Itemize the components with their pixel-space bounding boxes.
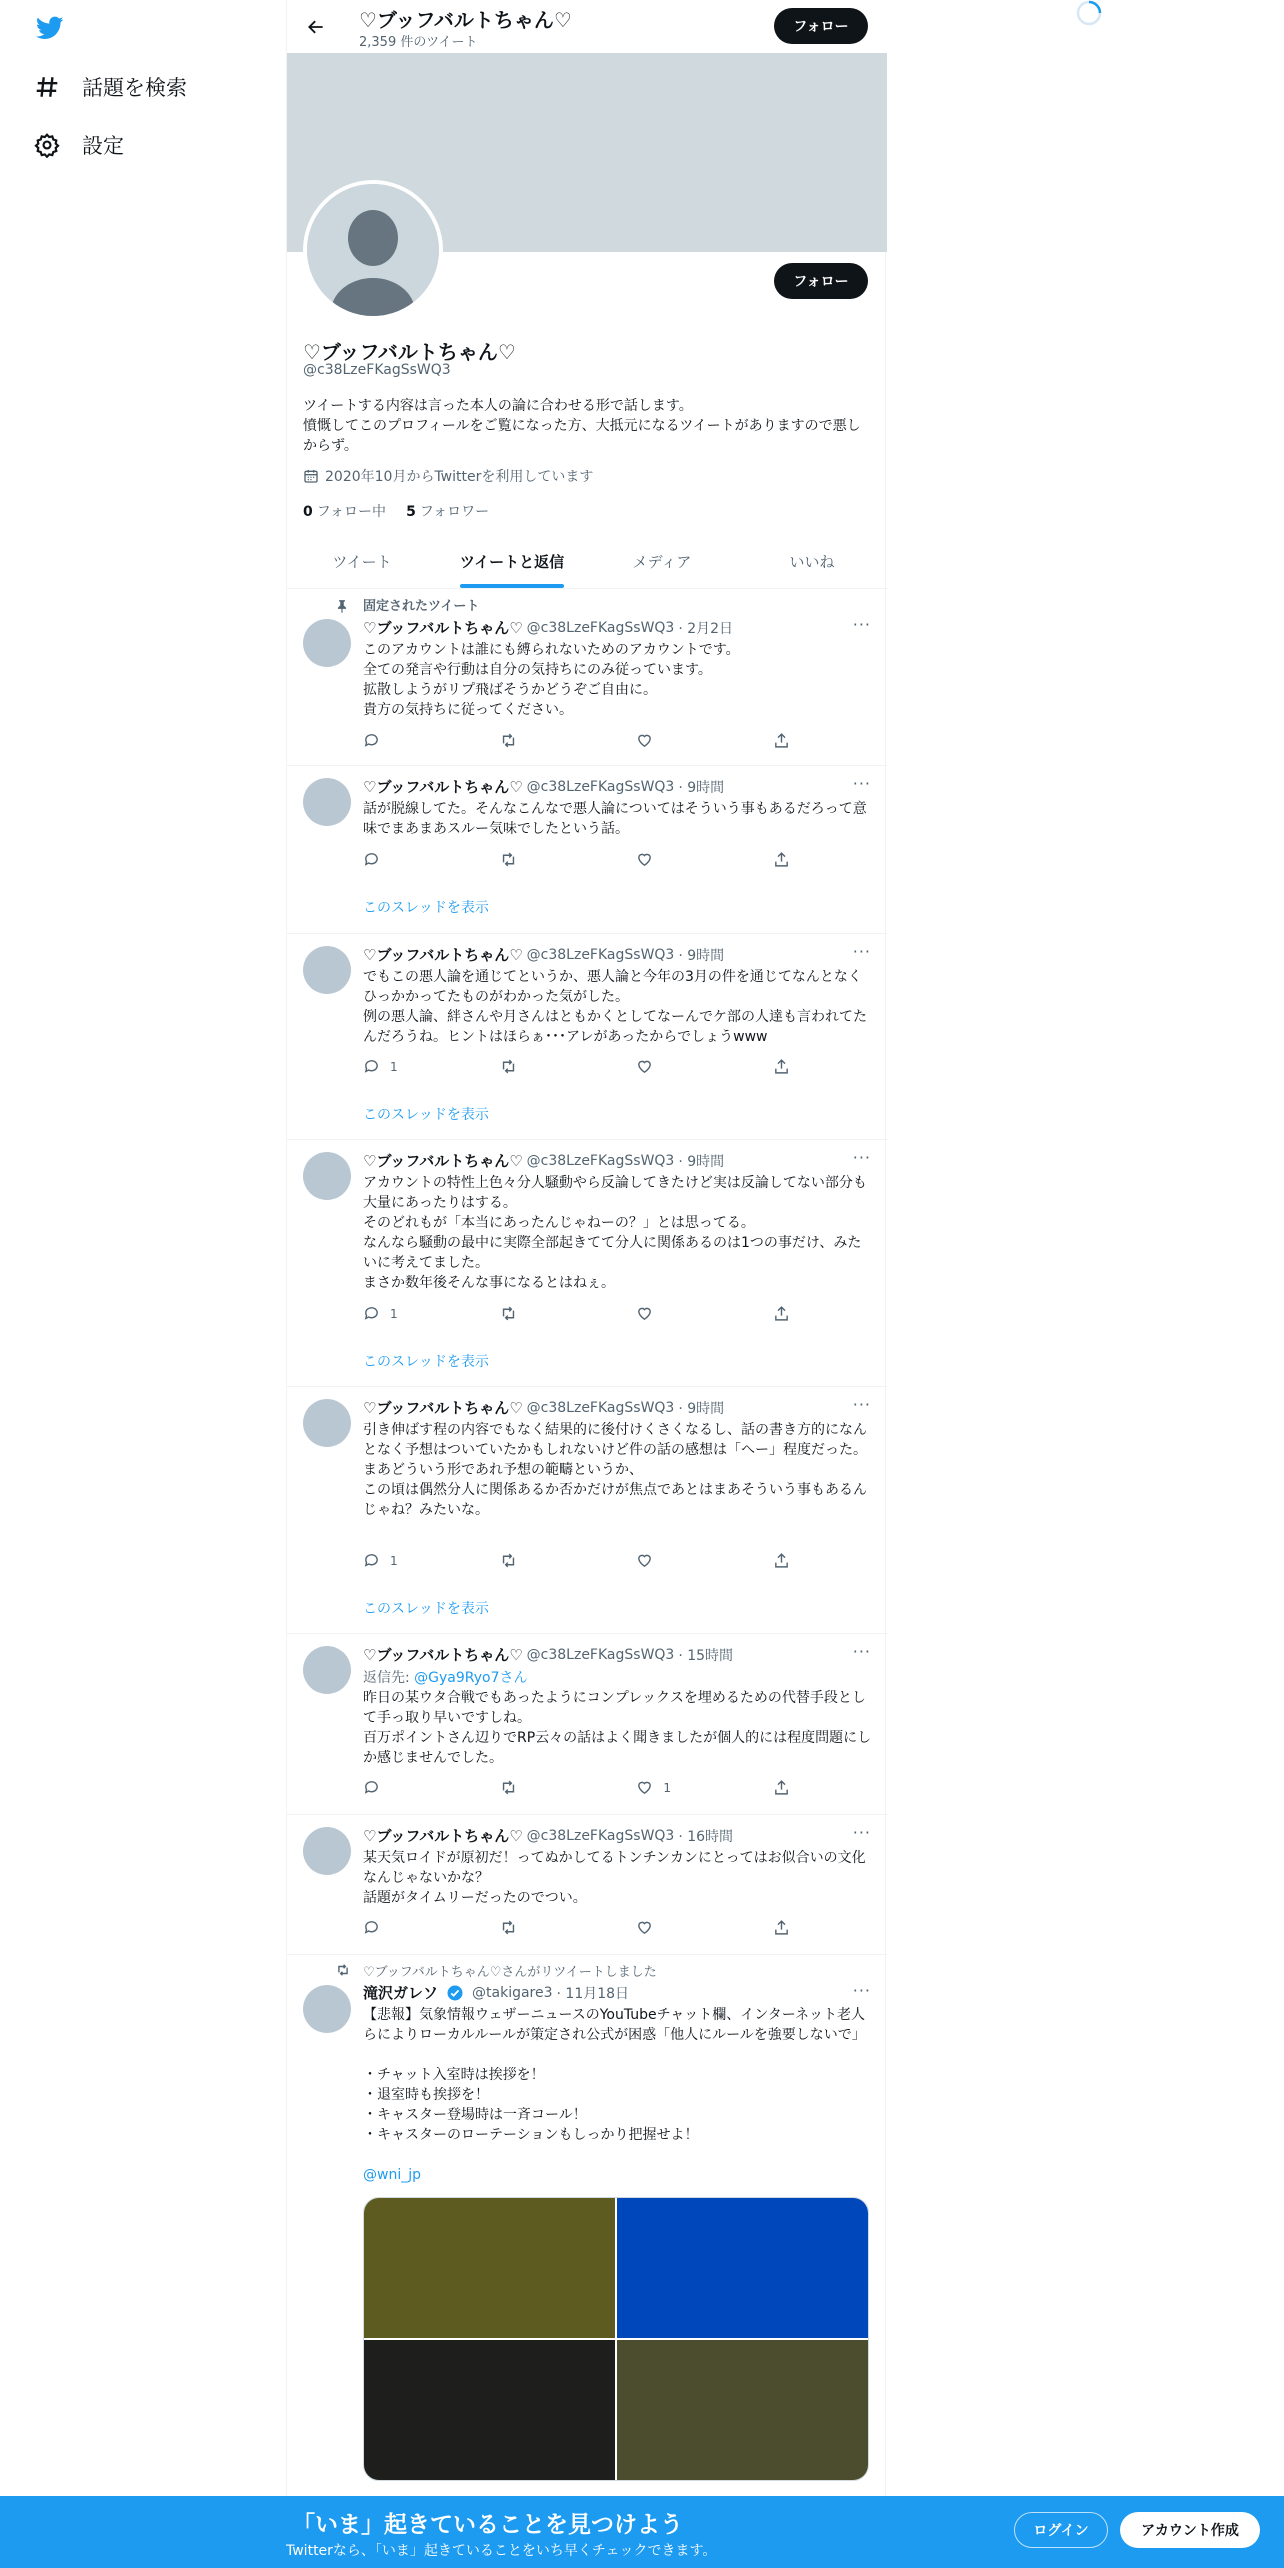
more-options-icon[interactable]: ··· [852,942,871,961]
followers-label: フォロワー [419,504,490,520]
retweet-icon [500,1058,517,1075]
retweet-button[interactable] [500,1919,590,1936]
share-icon [773,1919,790,1936]
tweet-text: 昨日の某ウタ合戦でもあったようにコンプレックスを埋めるための代替手段として手っ取り早いですしね。 百万ポイントさん辺りでRP云々の話はよく聞きましたが個人的には程度問題にしか感じませんでした。 [363,1690,872,1766]
more-options-icon[interactable]: ··· [852,1148,871,1167]
tweet-header [363,617,733,638]
profile-header-bar [287,0,887,53]
tweet-text: 【悲報】気象情報ウェザーニュースのYouTubeチャット欄、インターネット老人らによりローカルルールが策定され公式が困惑「他人にルールを強要しないで」 ・チャット入室時は挨拶を！ ・退室時も挨拶を！ ・キャスター登場時は一斉コール！ ・キャスターのローテーションもしっかり把握せよ！ [363,2007,866,2143]
heart-icon [636,1305,653,1322]
followers-link[interactable] [406,501,489,521]
tweet-time[interactable]: · 2月2日 [678,620,734,637]
like-button[interactable] [636,1919,726,1936]
more-options-icon[interactable]: ··· [852,1823,871,1842]
reply-button[interactable] [363,1552,453,1569]
tweet-time[interactable]: · 9時間 [678,1153,725,1170]
author-name[interactable]: ♡ブッフバルトちゃん♡ [363,1646,523,1664]
reply-icon [363,851,380,868]
share-icon [773,1305,790,1322]
retweet-icon [500,1305,517,1322]
tweet-time[interactable]: · 11月18日 [556,1985,630,2002]
avatar[interactable] [303,1985,351,2033]
tweet-header [363,1150,724,1171]
heart-icon [636,851,653,868]
tweet[interactable] [287,1387,887,1634]
retweet-icon [500,1779,517,1796]
tweet[interactable] [287,1815,887,1955]
profile-follow-button[interactable]: フォロー [774,263,868,299]
tweet-actions [363,1552,793,1569]
author-handle[interactable]: @c38LzeFKagSsWQ3 [526,1646,675,1663]
retweet-icon [500,1552,517,1569]
reply-count: 1 [390,1059,398,1074]
like-button[interactable] [636,1058,726,1075]
hashtag-icon [34,74,60,100]
nav-settings[interactable] [34,130,124,160]
profile-joined-text: 2020年10月からTwitterを利用しています [325,469,594,485]
avatar[interactable] [303,1399,351,1447]
header-follow-button[interactable]: フォロー [774,8,868,44]
nav-settings-label: 設定 [82,134,124,158]
tab-tweets-and-replies[interactable]: ツイートと返信 [437,536,587,588]
tweet-retweeted[interactable] [287,1955,887,2496]
retweet-icon [500,1919,517,1936]
tweet-actions [363,1058,793,1075]
author-name[interactable]: 滝沢ガレソ [363,1984,439,2002]
profile-avatar[interactable] [303,180,443,320]
heart-icon [636,1058,653,1075]
reply-button[interactable] [363,1305,453,1322]
tweet-text: でもこの悪人論を通じてというか、悪人論と今年の3月の件を通じてなんとなくひっかかってたものがわかった気がした。 例の悪人論、絆さんや月さんはともかくとしてなーんでケ部の人達も言われてたんだろうね。ヒントはほらぁ･･･アレがあったからでしょうwww [363,969,867,1045]
reply-button[interactable] [363,851,453,868]
tweet-actions [363,1779,793,1796]
reply-button[interactable] [363,1919,453,1936]
more-options-icon[interactable]: ··· [852,1642,871,1661]
header-tweet-count: 2,359 件のツイート [359,35,478,50]
signup-button[interactable]: アカウント作成 [1120,2512,1260,2548]
reply-button[interactable] [363,732,453,749]
tweet-text: 話が脱線してた。そんなこんなで悪人論についてはそういう事もあるだろって意味でまあまあスルー気味でしたという話。 [363,801,867,837]
like-button[interactable] [636,1779,726,1796]
show-thread-link[interactable]: このスレッドを表示 [363,1601,489,1617]
avatar[interactable] [303,1152,351,1200]
profile-column [286,0,886,2568]
reply-button[interactable] [363,1058,453,1075]
media-image-3[interactable] [364,2340,615,2480]
reply-icon [363,1779,380,1796]
back-button[interactable] [301,12,331,42]
reply-count: 1 [390,1553,398,1568]
show-thread-link[interactable]: このスレッドを表示 [363,900,489,916]
login-button[interactable]: ログイン [1014,2512,1108,2548]
avatar[interactable] [303,1646,351,1694]
profile-tabs [287,536,887,589]
author-handle[interactable]: @takigare3 [472,1984,553,2001]
tweet-header [363,1982,629,2003]
author-name[interactable]: ♡ブッフバルトちゃん♡ [363,1152,523,1170]
reply-count: 1 [390,1306,398,1321]
retweet-button[interactable] [500,1058,590,1075]
share-icon [773,732,790,749]
tweet-actions [363,732,793,749]
signup-banner-subtitle: Twitterなら、「いま」起きていることをいち早くチェックできます。 [286,2543,717,2559]
media-image-4[interactable] [617,2340,868,2480]
like-button[interactable] [636,1552,726,1569]
calendar-icon [303,468,319,484]
reply-to [363,1667,528,1687]
reply-icon [363,1058,380,1075]
media-image-1[interactable] [364,2198,615,2338]
default-avatar-icon [307,184,439,316]
following-count: 0 [303,504,313,520]
retweet-button[interactable] [500,851,590,868]
tab-likes[interactable]: いいね [789,553,835,571]
nav-explore-label: 話題を検索 [82,76,187,100]
retweeted-by-label[interactable]: ♡ブッフバルトちゃん♡さんがリツイートしました [363,1965,657,1980]
author-handle[interactable]: @c38LzeFKagSsWQ3 [526,1152,675,1169]
nav-explore[interactable] [34,72,187,102]
tweet-text: 引き伸ばす程の内容でもなく結果的に後付けくさくなるし、話の書き方的になんとなく予想はついていたかもしれないけど件の話の感想は「へー」程度だった。 まあどういう形であれ予想の範疇というか、 この頃は偶然分人に関係あるか否かだけが焦点であとはまあそういう事もあるんじゃね？みたいな。 [363,1422,867,1518]
profile-name: ♡ブッフバルトちゃん♡ [303,340,516,364]
following-label: フォロー中 [316,504,387,520]
header-name: ♡ブッフバルトちゃん♡ [359,8,572,32]
following-link[interactable] [303,501,386,521]
like-button[interactable] [636,851,726,868]
author-name[interactable]: ♡ブッフバルトちゃん♡ [363,946,523,964]
reply-to-suffix: さん [499,1670,528,1686]
author-handle[interactable]: @c38LzeFKagSsWQ3 [526,946,675,963]
tweet-header [363,1397,724,1418]
share-icon [773,851,790,868]
tweet-time[interactable]: · 15時間 [678,1647,734,1664]
tweet-header [363,776,724,797]
retweet-button[interactable] [500,732,590,749]
tweet-reply[interactable] [287,1634,887,1815]
share-button[interactable] [773,1552,793,1569]
tab-media[interactable]: メディア [632,553,692,571]
more-options-icon[interactable]: ··· [852,615,871,634]
share-button[interactable] [773,1305,793,1322]
gear-icon [34,132,60,158]
retweet-icon [500,732,517,749]
tweet-header [363,944,724,965]
reply-icon [363,1552,380,1569]
avatar[interactable] [303,778,351,826]
avatar[interactable] [303,946,351,994]
followers-count: 5 [406,504,416,520]
tweet[interactable] [287,1140,887,1387]
like-button[interactable] [636,1305,726,1322]
tweet-time[interactable]: · 9時間 [678,1400,725,1417]
share-button[interactable] [773,1919,793,1936]
arrow-left-icon [306,17,326,37]
like-count: 1 [663,1780,671,1795]
author-handle[interactable]: @c38LzeFKagSsWQ3 [526,1827,675,1844]
show-thread-link[interactable]: このスレッドを表示 [363,1107,489,1123]
retweet-button[interactable] [500,1552,590,1569]
author-name[interactable]: ♡ブッフバルトちゃん♡ [363,778,523,796]
share-button[interactable] [773,732,793,749]
tweet-actions [363,1919,793,1936]
signup-banner-title: 「いま」起きていることを見つけよう [292,2512,683,2538]
media-image-2[interactable] [617,2198,868,2338]
media-grid [363,2197,869,2481]
tweet-text: このアカウントは誰にも縛られないためのアカウントです。 全ての発言や行動は自分の気持ちにのみ従っています。 拡散しようがリプ飛ばそうかどうぞご自由に。 貴方の気持ちに従ってください。 [363,642,740,718]
share-button[interactable] [773,1058,793,1075]
author-handle[interactable]: @c38LzeFKagSsWQ3 [526,1399,675,1416]
loading-spinner-icon [1074,0,1104,30]
author-name[interactable]: ♡ブッフバルトちゃん♡ [363,1827,523,1845]
profile-follow-stats [303,501,489,521]
share-icon [773,1058,790,1075]
tweet-header [363,1644,733,1665]
tab-tweets[interactable]: ツイート [332,553,392,571]
reply-icon [363,1305,380,1322]
author-handle[interactable]: @c38LzeFKagSsWQ3 [526,778,675,795]
tweet-time[interactable]: · 16時間 [678,1828,734,1845]
heart-icon [636,1779,653,1796]
tweet-text: アカウントの特性上色々分人騒動やら反論してきたけど実は反論してない部分も大量にあったりはする。 そのどれもが「本当にあったんじゃねーの？」とは思ってる。 なんなら騒動の最中に実際全部起きてて分人に関係あるのは1つの事だけ、みたいに考えてました。 まさか数年後そんな事になるとはねぇ。 [363,1175,867,1291]
tweet-pinned[interactable] [287,589,887,766]
share-button[interactable] [773,851,793,868]
author-name[interactable]: ♡ブッフバルトちゃん♡ [363,619,523,637]
avatar[interactable] [303,619,351,667]
more-options-icon[interactable]: ··· [852,774,871,793]
reply-icon [363,1919,380,1936]
signup-banner [0,2496,1284,2568]
mention-link[interactable]: @wni_jp [363,2167,421,2183]
author-handle[interactable]: @c38LzeFKagSsWQ3 [526,619,675,636]
pinned-label: 固定されたツイート [363,599,480,614]
heart-icon [636,1919,653,1936]
reply-icon [363,732,380,749]
tweet-header [363,1825,733,1846]
more-options-icon[interactable]: ··· [852,1981,871,2000]
tweet-time[interactable]: · 9時間 [678,779,725,796]
retweet-icon [500,851,517,868]
show-thread-link[interactable]: このスレッドを表示 [363,1354,489,1370]
tweet-text: 某天気ロイドが原初だ！ってぬかしてるトンチンカンにとってはお似合いの文化なんじゃないかな？ 話題がタイムリーだったのでつい。 [363,1850,866,1906]
share-icon [773,1779,790,1796]
share-icon [773,1552,790,1569]
reply-button[interactable] [363,1779,453,1796]
heart-icon [636,1552,653,1569]
tweet-time[interactable]: · 9時間 [678,947,725,964]
author-name[interactable]: ♡ブッフバルトちゃん♡ [363,1399,523,1417]
heart-icon [636,732,653,749]
share-button[interactable] [773,1779,793,1796]
reply-to-label: 返信先: [363,1670,410,1686]
twitter-logo-icon[interactable] [34,14,66,42]
tweet[interactable] [287,766,887,934]
retweet-button[interactable] [500,1305,590,1322]
tweet-actions [363,851,793,868]
retweet-button[interactable] [500,1779,590,1796]
retweet-indicator-icon [335,1963,351,1977]
more-options-icon[interactable]: ··· [852,1395,871,1414]
tweet-actions [363,1305,793,1322]
profile-handle: @c38LzeFKagSsWQ3 [303,362,451,378]
reply-to-user-link[interactable]: @Gya9Ryo7 [414,1670,500,1686]
profile-joined [303,466,593,486]
like-button[interactable] [636,732,726,749]
avatar[interactable] [303,1827,351,1875]
profile-bio: ツイートする内容は言った本人の論に合わせる形で話します。 憤慨してこのプロフィールをご覧になった方、大抵元になるツイートがありますので悪しからず。 [303,398,861,454]
tweet[interactable] [287,934,887,1140]
verified-badge-icon [446,1984,464,2002]
pin-icon [335,599,349,613]
